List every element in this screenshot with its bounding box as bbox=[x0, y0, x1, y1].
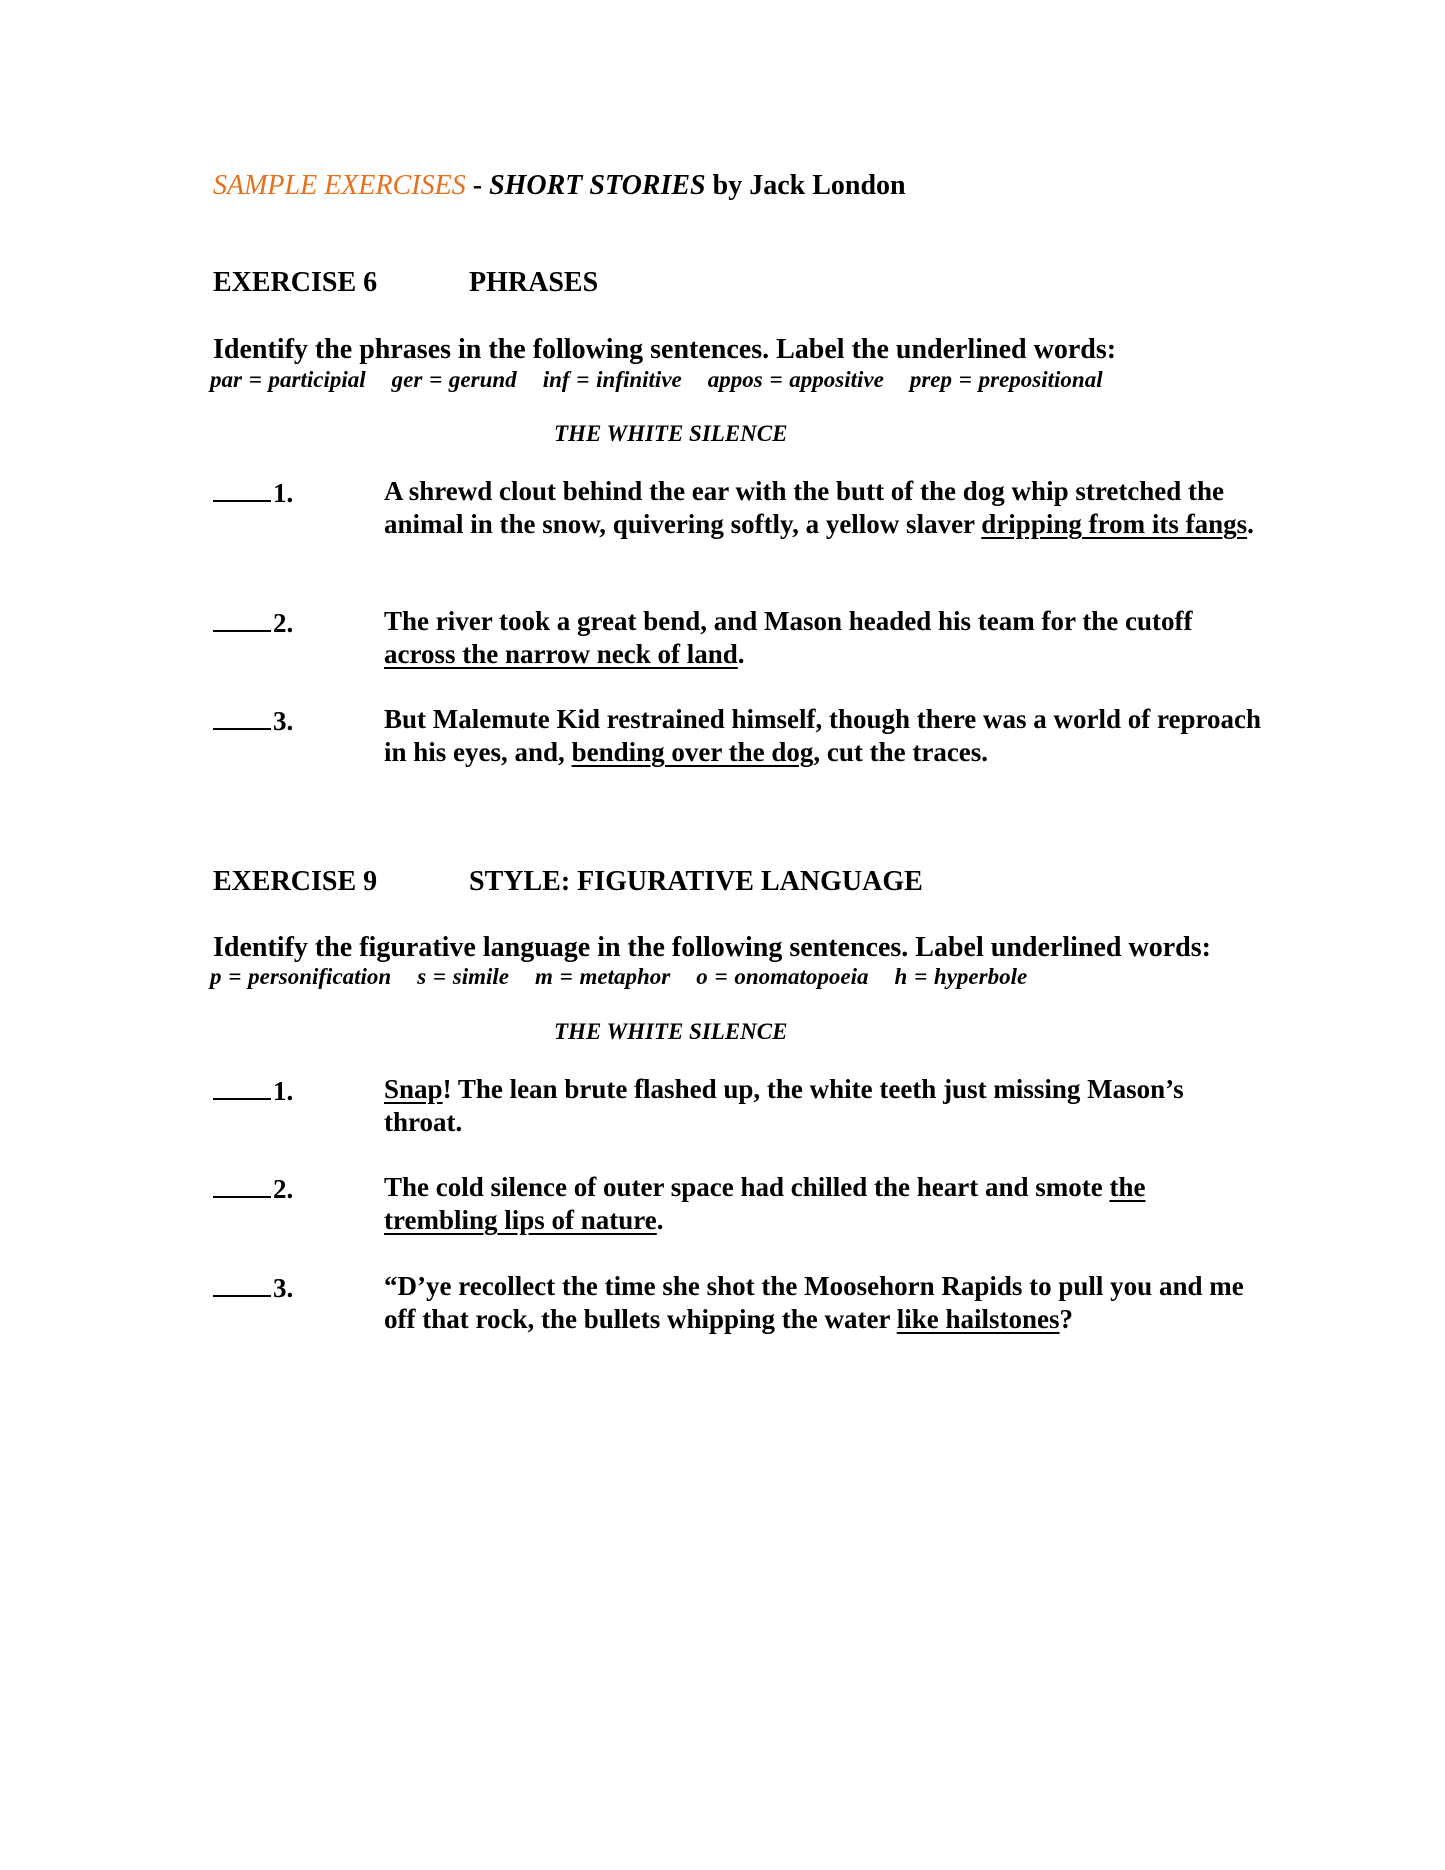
answer-blank[interactable] bbox=[213, 706, 271, 730]
exercise-6-topic: PHRASES bbox=[469, 267, 599, 298]
question-text: But Malemute Kid restrained himself, though there was a world of reproach in his eyes, and, bending over the dog, cut the traces. bbox=[384, 704, 1261, 767]
underlined-phrase: dripping from its fangs bbox=[981, 509, 1248, 539]
exercise-6-legend bbox=[210, 367, 1129, 393]
legend-item: p = personification bbox=[210, 964, 392, 989]
legend-item: par = participial bbox=[210, 367, 366, 392]
exercise-6-number: EXERCISE 6 bbox=[213, 267, 378, 298]
question-text: The river took a great bend, and Mason headed his team for the cutoff across the narrow neck of land. bbox=[384, 606, 1193, 669]
title-separator: - bbox=[465, 170, 490, 201]
underlined-phrase: bending over the dog bbox=[571, 737, 814, 767]
exercise-9-number: EXERCISE 9 bbox=[213, 866, 378, 897]
title-short-stories: SHORT STORIES bbox=[489, 170, 706, 201]
exercise-6-instruction: Identify the phrases in the following sentences. Label the underlined words: bbox=[213, 334, 1117, 365]
legend-item: ger = gerund bbox=[391, 367, 517, 392]
answer-blank[interactable] bbox=[213, 1076, 271, 1100]
question-label: 1. bbox=[213, 478, 293, 509]
question-text: A shrewd clout behind the ear with the butt of the dog whip stretched the animal in the snow, quivering softly, a yellow slaver dripping from its fangs. bbox=[384, 476, 1254, 539]
legend-item: m = metaphor bbox=[535, 964, 671, 989]
answer-blank[interactable] bbox=[213, 1174, 271, 1198]
underlined-phrase: like hailstones bbox=[896, 1304, 1060, 1334]
question-label: 3. bbox=[213, 1273, 293, 1304]
legend-item: h = hyperbole bbox=[894, 964, 1028, 989]
underlined-phrase: across the narrow neck of land bbox=[384, 639, 738, 669]
title-sample-exercises: SAMPLE EXERCISES bbox=[213, 170, 466, 201]
exercise-9-story-title: THE WHITE SILENCE bbox=[554, 1019, 788, 1044]
question-label: 1. bbox=[213, 1076, 293, 1107]
question-label: 3. bbox=[213, 706, 293, 737]
legend-item: prep = prepositional bbox=[909, 367, 1103, 392]
title-author: by Jack London bbox=[705, 170, 906, 201]
legend-item: s = simile bbox=[417, 964, 510, 989]
question-label: 2. bbox=[213, 608, 293, 639]
exercise-9-topic: STYLE: FIGURATIVE LANGUAGE bbox=[469, 866, 923, 897]
underlined-phrase: the trembling lips of nature bbox=[384, 1172, 1146, 1235]
answer-blank[interactable] bbox=[213, 1273, 271, 1297]
page-title bbox=[213, 170, 906, 202]
question-text: Snap! The lean brute flashed up, the white teeth just missing Mason’s throat. bbox=[384, 1074, 1184, 1137]
exercise-9-legend bbox=[210, 964, 1053, 990]
answer-blank[interactable] bbox=[213, 478, 271, 502]
answer-blank[interactable] bbox=[213, 608, 271, 632]
question-text: “D’ye recollect the time she shot the Moosehorn Rapids to pull you and me off that rock, the bullets whipping the water like hailstones? bbox=[384, 1271, 1244, 1334]
exercise-6-story-title: THE WHITE SILENCE bbox=[554, 421, 788, 446]
legend-item: appos = appositive bbox=[707, 367, 884, 392]
legend-item: o = onomatopoeia bbox=[696, 964, 869, 989]
legend-item: inf = infinitive bbox=[542, 367, 682, 392]
question-label: 2. bbox=[213, 1174, 293, 1205]
exercise-9-instruction: Identify the figurative language in the following sentences. Label underlined words: bbox=[213, 932, 1211, 963]
question-text: The cold silence of outer space had chilled the heart and smote the trembling lips of nature. bbox=[384, 1172, 1146, 1235]
underlined-phrase: Snap bbox=[384, 1074, 443, 1104]
